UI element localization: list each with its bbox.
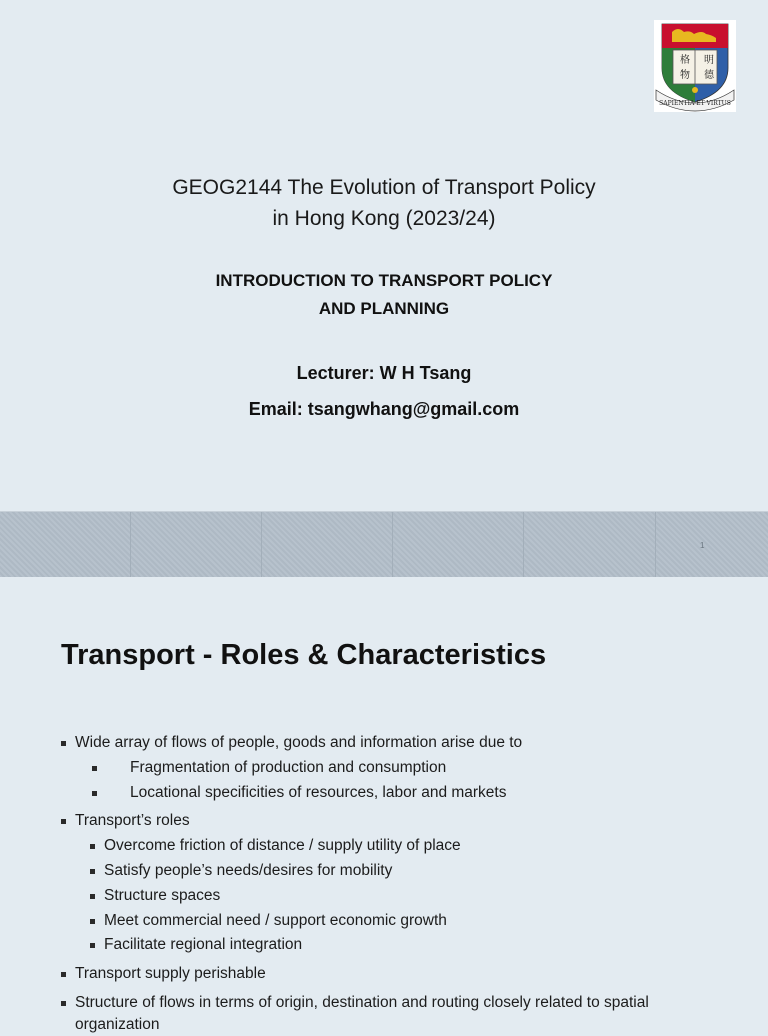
- sub-bullet-item: [104, 835, 461, 857]
- sub-bullet-item: [104, 885, 220, 907]
- bullet-item: [75, 963, 266, 985]
- sub-bullet-text: Structure spaces: [104, 887, 221, 904]
- bullet-item: [75, 732, 522, 754]
- bullet-item: [75, 992, 695, 1036]
- bullet-text: Transport supply perishable: [75, 965, 266, 982]
- title-slide: [0, 0, 768, 511]
- svg-text:SAPIENTIA ET VIRTUS: SAPIENTIA ET VIRTUS: [659, 100, 731, 107]
- bullet-square-icon: [90, 894, 95, 899]
- course-title-line-2: in Hong Kong (2023/24): [272, 207, 496, 230]
- bullet-item: [75, 810, 190, 832]
- bullet-square-icon: [92, 791, 97, 796]
- bullet-square-icon: [90, 844, 95, 849]
- lecturer-email: Email: tsangwhang@gmail.com: [248, 399, 520, 419]
- bullet-text: Transport’s roles: [75, 812, 190, 829]
- sub-bullet-item: [104, 934, 302, 956]
- svg-text:德: 德: [704, 70, 714, 81]
- sub-bullet-item: [104, 860, 392, 882]
- band-divider: [523, 512, 524, 577]
- slide-separator-band: [0, 511, 768, 578]
- sub-bullet-text: Locational specificities of resources, labor and markets: [130, 784, 507, 801]
- sub-bullet-text: Facilitate regional integration: [104, 936, 303, 953]
- bullet-text: Structure of flows in terms of origin, destination and routing closely related to spatial organization: [75, 994, 649, 1033]
- band-divider: [392, 512, 393, 577]
- bullet-square-icon: [92, 766, 97, 771]
- bullet-square-icon: [90, 919, 95, 924]
- svg-text:物: 物: [680, 70, 690, 81]
- sub-bullet-item: [104, 910, 447, 932]
- band-divider: [130, 512, 131, 577]
- band-divider: [261, 512, 262, 577]
- svg-text:格: 格: [680, 55, 690, 66]
- sub-bullet-item: [130, 782, 507, 804]
- bullet-square-icon: [61, 741, 66, 746]
- bullet-square-icon: [61, 819, 66, 824]
- page-number: 1: [700, 541, 705, 550]
- slide-heading: Transport - Roles & Characteristics: [61, 639, 547, 671]
- sub-bullet-text: Overcome friction of distance / supply utility of place: [104, 837, 461, 854]
- sub-bullet-text: Satisfy people’s needs/desires for mobility: [104, 862, 393, 879]
- svg-text:明: 明: [704, 55, 714, 66]
- bullet-text: Wide array of flows of people, goods and information arise due to: [75, 734, 523, 751]
- sub-bullet-item: [130, 757, 446, 779]
- bullet-square-icon: [61, 972, 66, 977]
- sub-bullet-text: Fragmentation of production and consumption: [130, 759, 447, 776]
- lecture-subtitle-line-1: INTRODUCTION TO TRANSPORT POLICY: [215, 271, 553, 290]
- university-crest-logo: [654, 20, 736, 112]
- bullet-square-icon: [90, 869, 95, 874]
- sub-bullet-text: Meet commercial need / support economic growth: [104, 912, 447, 929]
- band-divider: [655, 512, 656, 577]
- bullet-square-icon: [90, 943, 95, 948]
- bullet-square-icon: [61, 1001, 66, 1006]
- lecturer-name: Lecturer: W H Tsang: [296, 363, 472, 383]
- lecture-subtitle-line-2: AND PLANNING: [318, 299, 450, 318]
- course-title-line-1: GEOG2144 The Evolution of Transport Policy: [172, 176, 596, 199]
